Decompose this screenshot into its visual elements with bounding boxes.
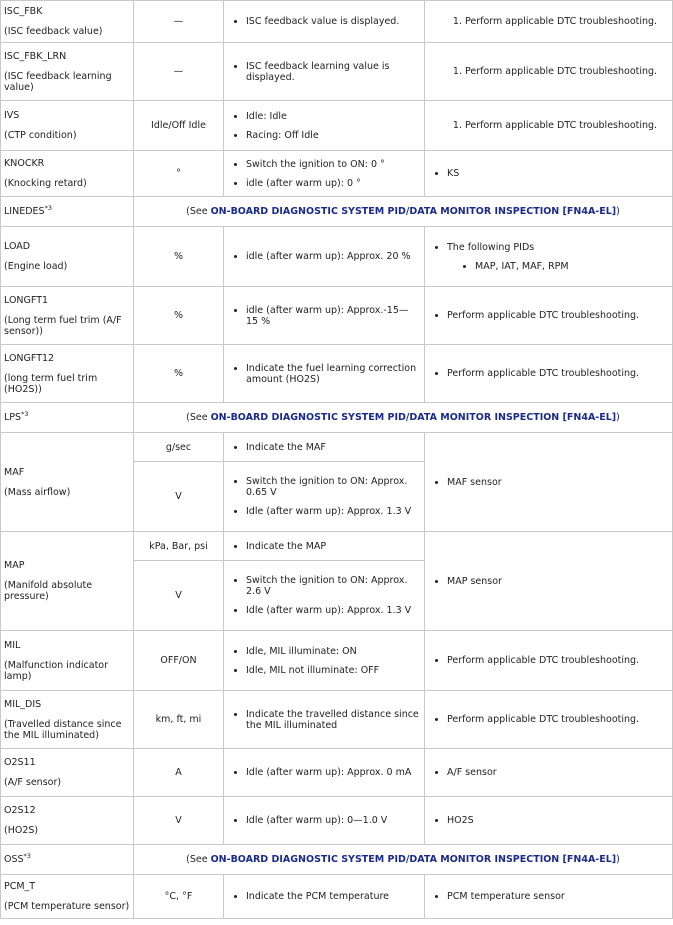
pid-cell [1, 691, 134, 749]
pid-cell [1, 433, 134, 532]
pid-description: (long term fuel trim (HO2S)) [4, 372, 98, 395]
pid-cell [1, 197, 134, 227]
pid-name: MAP [4, 560, 25, 571]
table-row [1, 227, 673, 287]
pid-description: (Malfunction indicator lamp) [4, 659, 109, 682]
pid-cell [1, 101, 134, 151]
unit-cell: kPa, Bar, psi [134, 532, 224, 561]
pid-name: LPS [4, 412, 22, 423]
table-row [1, 101, 673, 151]
condition-cell [224, 43, 425, 101]
action-cell [425, 875, 673, 919]
action-item: 1. Perform applicable DTC troubleshooting. [465, 120, 668, 131]
condition-item: • ISC feedback learning value is displayed. [246, 61, 420, 83]
action-item [447, 242, 668, 253]
pid-name: MAF [4, 466, 25, 478]
pid-cell [1, 287, 134, 345]
unit-cell: — [134, 43, 224, 101]
action-cell [425, 631, 673, 691]
table-row [1, 845, 673, 875]
pid-name: KNOCKR [4, 158, 45, 169]
unit-cell: V [134, 797, 224, 845]
condition-cell [224, 631, 425, 691]
action-item: • KS [447, 168, 668, 179]
pid-cell [1, 227, 134, 287]
condition-cell [224, 561, 425, 631]
sub-item: • MAP, IAT, MAF, RPM [475, 261, 668, 272]
pid-cell [1, 797, 134, 845]
pid-description: (ISC feedback value) [4, 26, 103, 37]
unit-cell: V [134, 462, 224, 532]
table-row [1, 345, 673, 403]
condition-item: • Indicate the MAF [246, 442, 420, 453]
condition-cell [224, 1, 425, 43]
condition-item: • Indicate the fuel learning correction amount (HO2S) [246, 363, 420, 385]
table-row [1, 875, 673, 919]
table-row [1, 797, 673, 845]
see-reference-cell [134, 845, 673, 875]
unit-cell: A [134, 749, 224, 797]
action-cell [425, 433, 673, 532]
pid-description: (PCM temperature sensor) [4, 901, 130, 912]
condition-cell [224, 433, 425, 462]
condition-item: • Racing: Off Idle [246, 130, 420, 141]
pid-cell [1, 403, 134, 433]
condition-item: • ISC feedback value is displayed. [246, 16, 420, 27]
action-cell [425, 345, 673, 403]
pid-cell [1, 1, 134, 43]
pid-description: (ISC feedback learning value) [4, 70, 112, 93]
pid-description: (Long term fuel trim (A/F sensor)) [4, 314, 122, 337]
action-cell [425, 151, 673, 197]
unit-cell: % [134, 345, 224, 403]
see-close-text: ) [616, 854, 620, 865]
unit-cell: V [134, 561, 224, 631]
action-text: The following PIDs [447, 241, 535, 253]
see-close-text: ) [616, 206, 620, 217]
unit-cell: — [134, 1, 224, 43]
condition-cell [224, 462, 425, 532]
footnote-mark: *3 [21, 410, 29, 418]
unit-cell: g/sec [134, 433, 224, 462]
action-item: 1. Perform applicable DTC troubleshooting. [465, 16, 668, 27]
pid-cell [1, 532, 134, 631]
condition-cell [224, 797, 425, 845]
inspection-link[interactable]: ON-BOARD DIAGNOSTIC SYSTEM PID/DATA MONITOR INSPECTION [FN4A-EL] [210, 412, 617, 423]
pid-name: ISC_FBK_LRN [4, 50, 67, 62]
condition-item: • Indicate the MAP [246, 541, 420, 552]
condition-cell [224, 101, 425, 151]
pid-name: LONGFT1 [4, 294, 49, 306]
pid-cell [1, 845, 134, 875]
pid-name: ISC_FBK [4, 6, 43, 17]
action-item: • A/F sensor [447, 767, 668, 778]
condition-cell [224, 532, 425, 561]
pid-name: O2S12 [4, 805, 36, 816]
unit-cell: °C, °F [134, 875, 224, 919]
pid-description: (A/F sensor) [4, 777, 62, 788]
pid-name: MIL [4, 639, 21, 651]
unit-cell: Idle/Off Idle [134, 101, 224, 151]
pid-cell [1, 345, 134, 403]
condition-item: • Idle, MIL illuminate: ON [246, 646, 420, 657]
see-open-text: (See [186, 412, 211, 423]
condition-cell [224, 875, 425, 919]
pid-description: (Knocking retard) [4, 178, 87, 189]
action-item: • Perform applicable DTC troubleshooting. [447, 655, 668, 666]
table-row [1, 197, 673, 227]
pid-name: PCM_T [4, 881, 36, 892]
condition-item: • idle (after warm up): Approx.-15—15 % [246, 305, 420, 327]
inspection-link[interactable]: ON-BOARD DIAGNOSTIC SYSTEM PID/DATA MONITOR INSPECTION [FN4A-EL] [210, 206, 617, 217]
see-close-text: ) [616, 412, 620, 423]
unit-cell: OFF/ON [134, 631, 224, 691]
pid-cell [1, 875, 134, 919]
action-cell [425, 532, 673, 631]
pid-description: (CTP condition) [4, 130, 77, 141]
pid-cell [1, 631, 134, 691]
pid-description: (Mass airflow) [4, 486, 71, 498]
condition-item: • idle (after warm up): 0 ° [246, 178, 420, 189]
condition-cell [224, 227, 425, 287]
condition-cell [224, 287, 425, 345]
condition-cell [224, 345, 425, 403]
action-item: • HO2S [447, 815, 668, 826]
action-item: • MAP sensor [447, 576, 668, 587]
pid-name: LINEDES [4, 206, 45, 217]
action-cell [425, 691, 673, 749]
see-open-text: (See [186, 206, 211, 217]
see-open-text: (See [186, 854, 211, 865]
table-row [1, 631, 673, 691]
condition-item: • Switch the ignition to ON: Approx. 2.6 V [246, 575, 420, 597]
condition-item: • Idle: Idle [246, 111, 420, 122]
table-row [1, 433, 673, 462]
action-cell [425, 227, 673, 287]
pid-name: LONGFT12 [4, 352, 55, 364]
action-item: • Perform applicable DTC troubleshooting. [447, 714, 668, 725]
pid-cell [1, 43, 134, 101]
action-cell [425, 101, 673, 151]
table-row [1, 151, 673, 197]
pid-name: MIL_DIS [4, 698, 42, 710]
action-item: 1. Perform applicable DTC troubleshooting. [465, 66, 668, 77]
table-row [1, 749, 673, 797]
footnote-mark: *3 [44, 204, 52, 212]
action-item: • PCM temperature sensor [447, 891, 668, 902]
condition-item: • Switch the ignition to ON: 0 ° [246, 159, 420, 170]
footnote-mark: *3 [23, 852, 31, 860]
inspection-link[interactable]: ON-BOARD DIAGNOSTIC SYSTEM PID/DATA MONITOR INSPECTION [FN4A-EL] [210, 854, 617, 865]
table-row [1, 532, 673, 561]
condition-item: • Idle (after warm up): Approx. 1.3 V [246, 605, 420, 616]
unit-cell: % [134, 227, 224, 287]
unit-cell: % [134, 287, 224, 345]
see-reference-cell [134, 197, 673, 227]
table-row [1, 691, 673, 749]
condition-item: • Idle (after warm up): Approx. 0 mA [246, 767, 420, 778]
action-cell [425, 43, 673, 101]
table-row [1, 287, 673, 345]
pid-description: (HO2S) [4, 825, 39, 836]
condition-item: • Idle, MIL not illuminate: OFF [246, 665, 420, 676]
action-cell [425, 749, 673, 797]
action-item: • Perform applicable DTC troubleshooting. [447, 310, 668, 321]
table-row [1, 1, 673, 43]
condition-item: • Indicate the PCM temperature [246, 891, 420, 902]
condition-item: • Indicate the travelled distance since the MIL illuminated [246, 709, 420, 731]
condition-item: • Idle (after warm up): Approx. 1.3 V [246, 506, 420, 517]
action-cell [425, 797, 673, 845]
unit-cell: ° [134, 151, 224, 197]
unit-cell: km, ft, mi [134, 691, 224, 749]
pid-cell [1, 151, 134, 197]
pid-description: (Travelled distance since the MIL illuminated) [4, 718, 122, 741]
pid-description: (Engine load) [4, 261, 68, 272]
condition-cell [224, 151, 425, 197]
pid-name: O2S11 [4, 757, 36, 768]
pid-description: (Manifold absolute pressure) [4, 580, 93, 602]
action-item: • Perform applicable DTC troubleshooting. [447, 368, 668, 379]
pid-cell [1, 749, 134, 797]
condition-item: • Switch the ignition to ON: Approx. 0.65 V [246, 476, 420, 498]
table-row [1, 43, 673, 101]
pid-name: IVS [4, 110, 20, 121]
condition-item: • Idle (after warm up): 0—1.0 V [246, 815, 420, 826]
condition-item: • idle (after warm up): Approx. 20 % [246, 251, 420, 262]
pid-name: LOAD [4, 241, 31, 252]
condition-cell [224, 691, 425, 749]
see-reference-cell [134, 403, 673, 433]
action-cell [425, 1, 673, 43]
table-row [1, 403, 673, 433]
action-item: • MAF sensor [447, 477, 668, 488]
pid-name: OSS [4, 854, 24, 865]
condition-cell [224, 749, 425, 797]
action-cell [425, 287, 673, 345]
